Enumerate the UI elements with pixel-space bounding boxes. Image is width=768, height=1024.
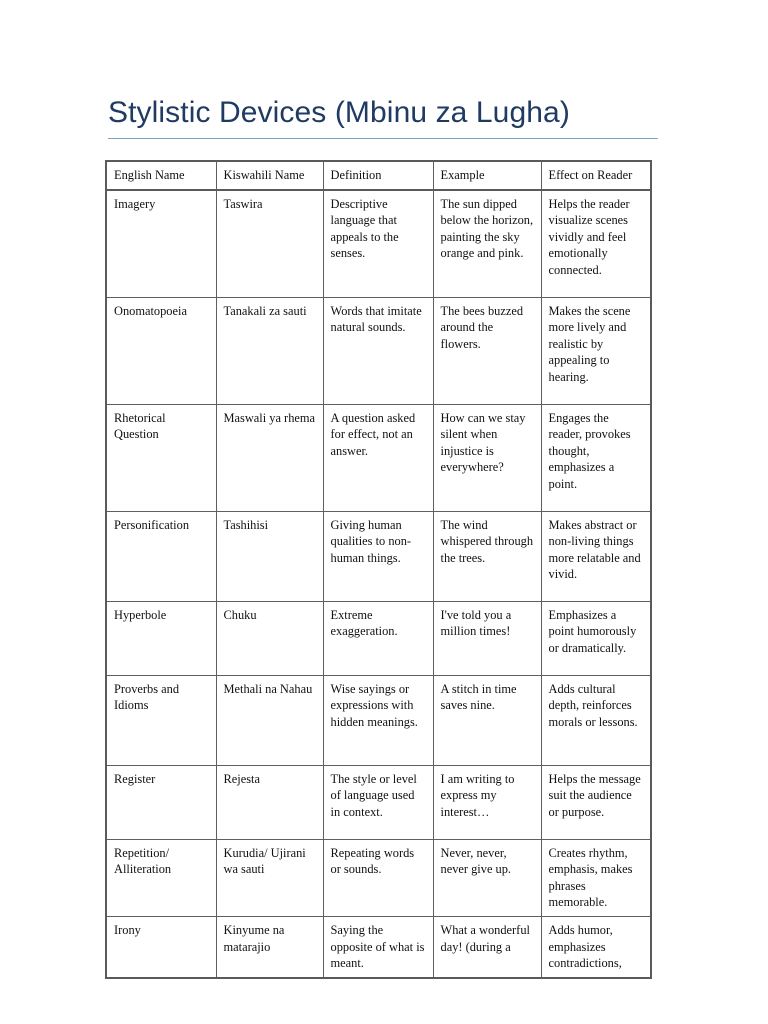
table-row (106, 916, 651, 978)
table-header-row (106, 161, 651, 190)
cell-effect: Helps the message suit the audience or purpose. (541, 765, 651, 839)
cell-kiswahili-name: Methali na Nahau (216, 675, 323, 765)
cell-kiswahili-name: Taswira (216, 190, 323, 298)
stylistic-devices-table-container (105, 160, 650, 979)
cell-english-name: Onomatopoeia (106, 297, 216, 404)
cell-kiswahili-name: Kinyume na matarajio (216, 916, 323, 978)
cell-example: The bees buzzed around the flowers. (433, 297, 541, 404)
table-row (106, 404, 651, 511)
cell-effect: Adds cultural depth, reinforces morals or lessons. (541, 675, 651, 765)
cell-definition: Wise sayings or expressions with hidden meanings. (323, 675, 433, 765)
cell-example: I've told you a million times! (433, 601, 541, 675)
cell-english-name: Personification (106, 511, 216, 601)
table-header (106, 161, 651, 190)
cell-definition: Giving human qualities to non-human things. (323, 511, 433, 601)
table-row (106, 601, 651, 675)
cell-definition: Extreme exaggeration. (323, 601, 433, 675)
cell-effect: Engages the reader, provokes thought, emphasizes a point. (541, 404, 651, 511)
column-header-english-name: English Name (106, 161, 216, 190)
cell-example: What a wonderful day! (during a (433, 916, 541, 978)
cell-english-name: Rhetorical Question (106, 404, 216, 511)
cell-definition: Descriptive language that appeals to the senses. (323, 190, 433, 298)
cell-example: The wind whispered through the trees. (433, 511, 541, 601)
cell-definition: A question asked for effect, not an answer. (323, 404, 433, 511)
table-row (106, 675, 651, 765)
cell-english-name: Proverbs and Idioms (106, 675, 216, 765)
cell-kiswahili-name: Tanakali za sauti (216, 297, 323, 404)
cell-example: I am writing to express my interest… (433, 765, 541, 839)
table-row (106, 190, 651, 298)
cell-definition: Repeating words or sounds. (323, 839, 433, 916)
table-row (106, 511, 651, 601)
cell-english-name: Irony (106, 916, 216, 978)
cell-kiswahili-name: Tashihisi (216, 511, 323, 601)
column-header-definition: Definition (323, 161, 433, 190)
column-header-effect-on-reader: Effect on Reader (541, 161, 651, 190)
cell-kiswahili-name: Chuku (216, 601, 323, 675)
page-title: Stylistic Devices (Mbinu za Lugha) (108, 96, 570, 129)
cell-effect: Helps the reader visualize scenes vividly and feel emotionally connected. (541, 190, 651, 298)
table-body (106, 190, 651, 978)
cell-effect: Emphasizes a point humorously or dramatically. (541, 601, 651, 675)
table-row (106, 839, 651, 916)
cell-kiswahili-name: Maswali ya rhema (216, 404, 323, 511)
cell-english-name: Imagery (106, 190, 216, 298)
cell-effect: Makes the scene more lively and realistic by appealing to hearing. (541, 297, 651, 404)
cell-definition: The style or level of language used in context. (323, 765, 433, 839)
cell-example: A stitch in time saves nine. (433, 675, 541, 765)
column-header-kiswahili-name: Kiswahili Name (216, 161, 323, 190)
cell-effect: Makes abstract or non-living things more relatable and vivid. (541, 511, 651, 601)
column-header-example: Example (433, 161, 541, 190)
cell-example: The sun dipped below the horizon, painting the sky orange and pink. (433, 190, 541, 298)
cell-english-name: Repetition/ Alliteration (106, 839, 216, 916)
cell-english-name: Hyperbole (106, 601, 216, 675)
cell-effect: Creates rhythm, emphasis, makes phrases memorable. (541, 839, 651, 916)
cell-effect: Adds humor, emphasizes contradictions, (541, 916, 651, 978)
stylistic-devices-table (105, 160, 652, 979)
title-underline-rule (108, 138, 658, 139)
table-row (106, 765, 651, 839)
cell-english-name: Register (106, 765, 216, 839)
table-row (106, 297, 651, 404)
cell-kiswahili-name: Kurudia/ Ujirani wa sauti (216, 839, 323, 916)
cell-definition: Saying the opposite of what is meant. (323, 916, 433, 978)
cell-example: How can we stay silent when injustice is everywhere? (433, 404, 541, 511)
cell-example: Never, never, never give up. (433, 839, 541, 916)
cell-definition: Words that imitate natural sounds. (323, 297, 433, 404)
cell-kiswahili-name: Rejesta (216, 765, 323, 839)
